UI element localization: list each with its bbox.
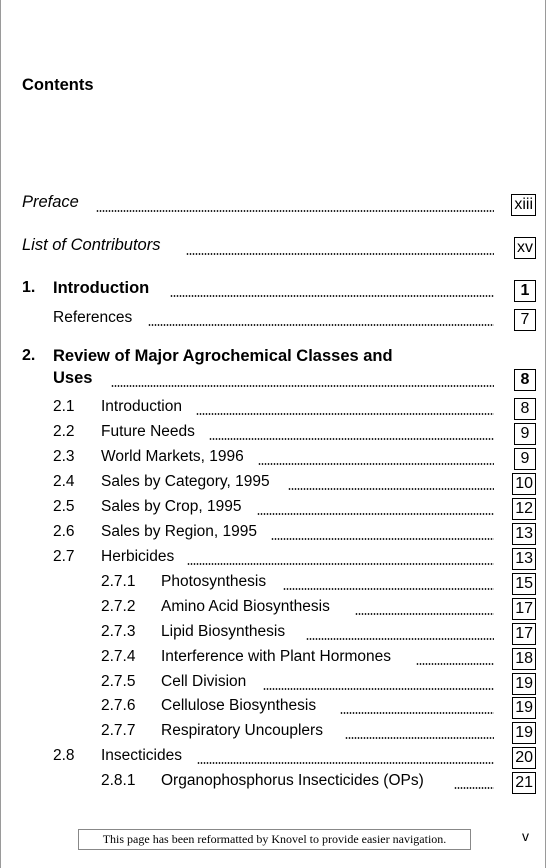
toc-entry-label: Cell Division: [161, 673, 247, 690]
section-number: 2.7: [53, 548, 75, 565]
dot-leader: [416, 663, 494, 665]
dot-leader: [271, 538, 494, 540]
toc-entry-label: World Markets, 1996: [101, 448, 244, 465]
dot-leader: [283, 588, 494, 590]
dot-leader: [345, 737, 494, 739]
chapter-number: 1.: [22, 279, 36, 296]
toc-entry-label: Lipid Biosynthesis: [161, 623, 286, 640]
toc-entry-label: Interference with Plant Hormones: [161, 648, 392, 665]
chapter-number: 2.: [22, 347, 36, 364]
section-number: 2.5: [53, 498, 75, 515]
page-link-2-8[interactable]: 20: [512, 747, 536, 769]
dot-leader: [148, 324, 494, 326]
toc-entry-label: List of Contributors: [22, 236, 161, 254]
toc-entry-label: Photosynthesis: [161, 573, 267, 590]
page-number: v: [522, 828, 529, 844]
section-number: 2.1: [53, 398, 75, 415]
dot-leader: [96, 210, 494, 212]
reformat-notice: This page has been reformatted by Knovel to provide easier navigation.: [78, 829, 471, 850]
page-right-edge: [545, 0, 546, 868]
dot-leader: [196, 413, 494, 415]
page-link-2-7[interactable]: 13: [512, 548, 536, 570]
page-left-edge: [0, 0, 1, 868]
page-link-2-7-1[interactable]: 15: [512, 573, 536, 595]
toc-entry-label: Herbicides: [101, 548, 175, 565]
toc-entry-label-line1: Review of Major Agrochemical Classes and: [53, 347, 393, 365]
page-link-2-4[interactable]: 10: [512, 473, 536, 495]
page-link-2-7-2[interactable]: 17: [512, 598, 536, 620]
dot-leader: [263, 688, 494, 690]
dot-leader: [306, 638, 494, 640]
dot-leader: [258, 463, 494, 465]
section-number: 2.3: [53, 448, 75, 465]
toc-entry-label: Future Needs: [101, 423, 195, 440]
section-number: 2.6: [53, 523, 75, 540]
dot-leader: [111, 385, 494, 387]
section-number: 2.7.4: [101, 648, 136, 665]
toc-entry-label: Introduction: [53, 279, 150, 297]
dot-leader: [197, 762, 494, 764]
section-number: 2.7.2: [101, 598, 136, 615]
page-link-2-7-3[interactable]: 17: [512, 623, 536, 645]
section-number: 2.7.3: [101, 623, 136, 640]
toc-entry-label: Sales by Region, 1995: [101, 523, 257, 540]
section-number: 2.7.1: [101, 573, 136, 590]
section-number: 2.8.1: [101, 772, 136, 789]
dot-leader: [288, 488, 494, 490]
page-link-list-of-contributors[interactable]: xv: [514, 237, 536, 259]
page-link-2-6[interactable]: 13: [512, 523, 536, 545]
page-link-references[interactable]: 7: [514, 309, 536, 331]
dot-leader: [340, 712, 494, 714]
toc-entry-label: Preface: [22, 193, 79, 211]
section-number: 2.4: [53, 473, 75, 490]
toc-entry-label: Respiratory Uncouplers: [161, 722, 323, 739]
page-link-chapter-1[interactable]: 1: [514, 280, 536, 302]
dot-leader: [209, 438, 494, 440]
toc-entry-label: Insecticides: [101, 747, 182, 764]
page-link-2-1[interactable]: 8: [514, 398, 536, 420]
contents-heading: Contents: [22, 76, 94, 94]
page-link-2-2[interactable]: 9: [514, 423, 536, 445]
toc-entry-label: Cellulose Biosynthesis: [161, 697, 317, 714]
toc-entry-label-line2: Uses: [53, 369, 93, 387]
toc-entry-label: Organophosphorus Insecticides (OPs): [161, 772, 424, 789]
dot-leader: [257, 513, 494, 515]
toc-entry-label: References: [53, 309, 133, 326]
page-link-chapter-2[interactable]: 8: [514, 369, 536, 391]
toc-entry-label: Sales by Category, 1995: [101, 473, 270, 490]
page-link-2-7-7[interactable]: 19: [512, 722, 536, 744]
page-link-2-7-5[interactable]: 19: [512, 673, 536, 695]
section-number: 2.8: [53, 747, 75, 764]
page-link-2-8-1[interactable]: 21: [512, 772, 536, 794]
page-link-2-7-6[interactable]: 19: [512, 697, 536, 719]
page-link-2-7-4[interactable]: 18: [512, 648, 536, 670]
page-link-2-3[interactable]: 9: [514, 448, 536, 470]
section-number: 2.2: [53, 423, 75, 440]
section-number: 2.7.6: [101, 697, 136, 714]
dot-leader: [170, 295, 494, 297]
dot-leader: [186, 253, 494, 255]
dot-leader: [454, 787, 494, 789]
page-link-preface[interactable]: xiii: [511, 194, 536, 216]
page-link-2-5[interactable]: 12: [512, 498, 536, 520]
dot-leader: [187, 563, 494, 565]
toc-entry-label: Amino Acid Biosynthesis: [161, 598, 330, 615]
dot-leader: [355, 613, 494, 615]
section-number: 2.7.5: [101, 673, 136, 690]
section-number: 2.7.7: [101, 722, 136, 739]
toc-entry-label: Sales by Crop, 1995: [101, 498, 242, 515]
toc-entry-label: Introduction: [101, 398, 182, 415]
